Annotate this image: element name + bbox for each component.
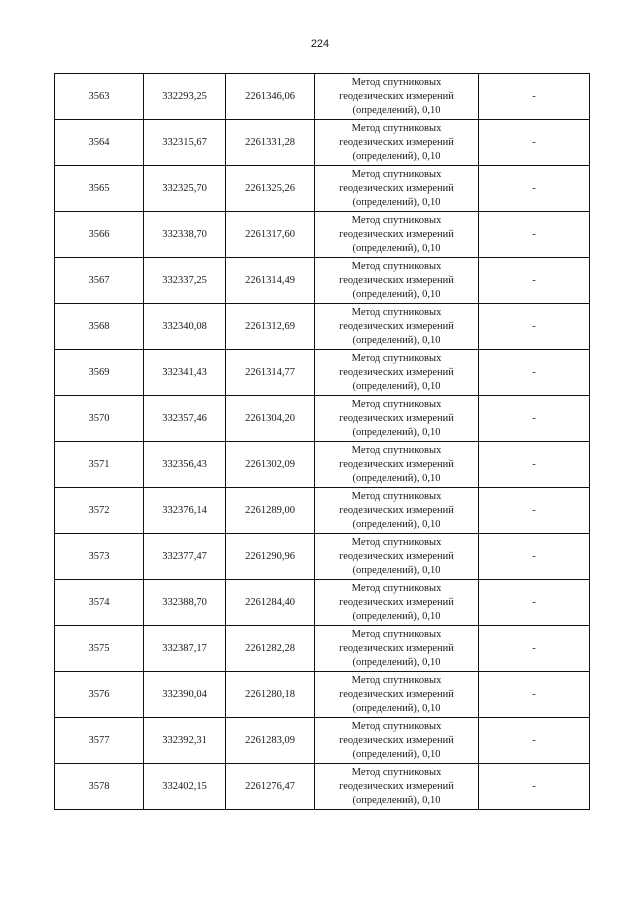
method-text-line: геодезических измерений [339,780,454,792]
table-row [55,488,590,534]
description-cell: - [479,304,590,350]
method-text-line: Метод спутниковых [351,490,442,502]
method-text-line: (определений), 0,10 [352,380,441,392]
description-cell: - [479,350,590,396]
y-coordinate-cell: 2261282,28 [226,626,315,672]
method-text-line: (определений), 0,10 [352,334,441,346]
y-coordinate-cell: 2261304,20 [226,396,315,442]
point-number-cell: 3578 [55,764,144,810]
y-coordinate-cell: 2261284,40 [226,580,315,626]
method-cell [315,442,479,488]
x-coordinate-cell: 332293,25 [144,74,226,120]
description-cell: - [479,534,590,580]
method-text-line: (определений), 0,10 [352,196,441,208]
table-row [55,166,590,212]
method-text-line: (определений), 0,10 [352,150,441,162]
method-text-line: Метод спутниковых [351,122,442,134]
y-coordinate-cell: 2261317,60 [226,212,315,258]
method-text-line: геодезических измерений [339,320,454,332]
x-coordinate-cell: 332337,25 [144,258,226,304]
method-text-line: Метод спутниковых [351,582,442,594]
y-coordinate-cell: 2261314,77 [226,350,315,396]
description-cell: - [479,166,590,212]
description-cell: - [479,764,590,810]
method-text-line: Метод спутниковых [351,766,442,778]
method-cell [315,120,479,166]
x-coordinate-cell: 332356,43 [144,442,226,488]
point-number-cell: 3566 [55,212,144,258]
description-cell: - [479,488,590,534]
description-cell: - [479,580,590,626]
coordinates-table [54,73,590,810]
x-coordinate-cell: 332340,08 [144,304,226,350]
method-text-line: геодезических измерений [339,550,454,562]
method-text-line: Метод спутниковых [351,168,442,180]
table-row [55,396,590,442]
table-row [55,120,590,166]
x-coordinate-cell: 332390,04 [144,672,226,718]
x-coordinate-cell: 332387,17 [144,626,226,672]
y-coordinate-cell: 2261276,47 [226,764,315,810]
table-row [55,304,590,350]
method-text-line: геодезических измерений [339,182,454,194]
method-text-line: геодезических измерений [339,366,454,378]
method-cell [315,304,479,350]
x-coordinate-cell: 332377,47 [144,534,226,580]
y-coordinate-cell: 2261289,00 [226,488,315,534]
method-text-line: (определений), 0,10 [352,610,441,622]
point-number-cell: 3568 [55,304,144,350]
point-number-cell: 3563 [55,74,144,120]
point-number-cell: 3577 [55,718,144,764]
description-cell: - [479,626,590,672]
x-coordinate-cell: 332315,67 [144,120,226,166]
method-text-line: Метод спутниковых [351,398,442,410]
description-cell: - [479,212,590,258]
x-coordinate-cell: 332325,70 [144,166,226,212]
table-row [55,442,590,488]
y-coordinate-cell: 2261283,09 [226,718,315,764]
method-text-line: геодезических измерений [339,274,454,286]
description-cell: - [479,258,590,304]
method-text-line: (определений), 0,10 [352,472,441,484]
method-text-line: геодезических измерений [339,228,454,240]
method-text-line: Метод спутниковых [351,214,442,226]
x-coordinate-cell: 332402,15 [144,764,226,810]
table-row [55,212,590,258]
method-cell [315,258,479,304]
point-number-cell: 3570 [55,396,144,442]
method-text-line: (определений), 0,10 [352,656,441,668]
point-number-cell: 3571 [55,442,144,488]
y-coordinate-cell: 2261290,96 [226,534,315,580]
method-text-line: геодезических измерений [339,688,454,700]
x-coordinate-cell: 332341,43 [144,350,226,396]
y-coordinate-cell: 2261312,69 [226,304,315,350]
method-cell [315,764,479,810]
method-cell [315,396,479,442]
table-row [55,74,590,120]
point-number-cell: 3567 [55,258,144,304]
x-coordinate-cell: 332388,70 [144,580,226,626]
method-text-line: Метод спутниковых [351,352,442,364]
table-row [55,534,590,580]
y-coordinate-cell: 2261346,06 [226,74,315,120]
method-text-line: геодезических измерений [339,90,454,102]
y-coordinate-cell: 2261331,28 [226,120,315,166]
point-number-cell: 3573 [55,534,144,580]
x-coordinate-cell: 332338,70 [144,212,226,258]
method-text-line: (определений), 0,10 [352,794,441,806]
method-text-line: геодезических измерений [339,458,454,470]
method-text-line: геодезических измерений [339,412,454,424]
method-text-line: (определений), 0,10 [352,242,441,254]
x-coordinate-cell: 332392,31 [144,718,226,764]
y-coordinate-cell: 2261325,26 [226,166,315,212]
method-text-line: (определений), 0,10 [352,104,441,116]
method-text-line: геодезических измерений [339,504,454,516]
x-coordinate-cell: 332376,14 [144,488,226,534]
point-number-cell: 3572 [55,488,144,534]
point-number-cell: 3575 [55,626,144,672]
method-text-line: (определений), 0,10 [352,426,441,438]
point-number-cell: 3564 [55,120,144,166]
method-text-line: Метод спутниковых [351,628,442,640]
method-text-line: Метод спутниковых [351,674,442,686]
y-coordinate-cell: 2261302,09 [226,442,315,488]
x-coordinate-cell: 332357,46 [144,396,226,442]
method-cell [315,580,479,626]
table-row [55,258,590,304]
table-row [55,672,590,718]
method-text-line: Метод спутниковых [351,76,442,88]
table-row [55,626,590,672]
table-row [55,718,590,764]
method-text-line: геодезических измерений [339,642,454,654]
table-row [55,764,590,810]
description-cell: - [479,396,590,442]
method-text-line: геодезических измерений [339,136,454,148]
method-cell [315,488,479,534]
description-cell: - [479,74,590,120]
description-cell: - [479,718,590,764]
method-text-line: (определений), 0,10 [352,702,441,714]
point-number-cell: 3565 [55,166,144,212]
method-cell [315,534,479,580]
method-cell [315,166,479,212]
method-cell [315,212,479,258]
table-row [55,580,590,626]
method-text-line: геодезических измерений [339,596,454,608]
description-cell: - [479,442,590,488]
method-cell [315,350,479,396]
method-text-line: Метод спутниковых [351,720,442,732]
point-number-cell: 3574 [55,580,144,626]
y-coordinate-cell: 2261280,18 [226,672,315,718]
description-cell: - [479,120,590,166]
method-text-line: (определений), 0,10 [352,518,441,530]
method-text-line: Метод спутниковых [351,306,442,318]
method-cell [315,718,479,764]
method-text-line: Метод спутниковых [351,444,442,456]
method-text-line: Метод спутниковых [351,260,442,272]
method-text-line: (определений), 0,10 [352,748,441,760]
table-row [55,350,590,396]
method-text-line: геодезических измерений [339,734,454,746]
method-cell [315,626,479,672]
coordinates-table-body [55,74,590,810]
method-text-line: (определений), 0,10 [352,564,441,576]
y-coordinate-cell: 2261314,49 [226,258,315,304]
method-text-line: (определений), 0,10 [352,288,441,300]
point-number-cell: 3576 [55,672,144,718]
method-cell [315,672,479,718]
method-cell [315,74,479,120]
point-number-cell: 3569 [55,350,144,396]
description-cell: - [479,672,590,718]
page-number: 224 [310,38,330,50]
method-text-line: Метод спутниковых [351,536,442,548]
